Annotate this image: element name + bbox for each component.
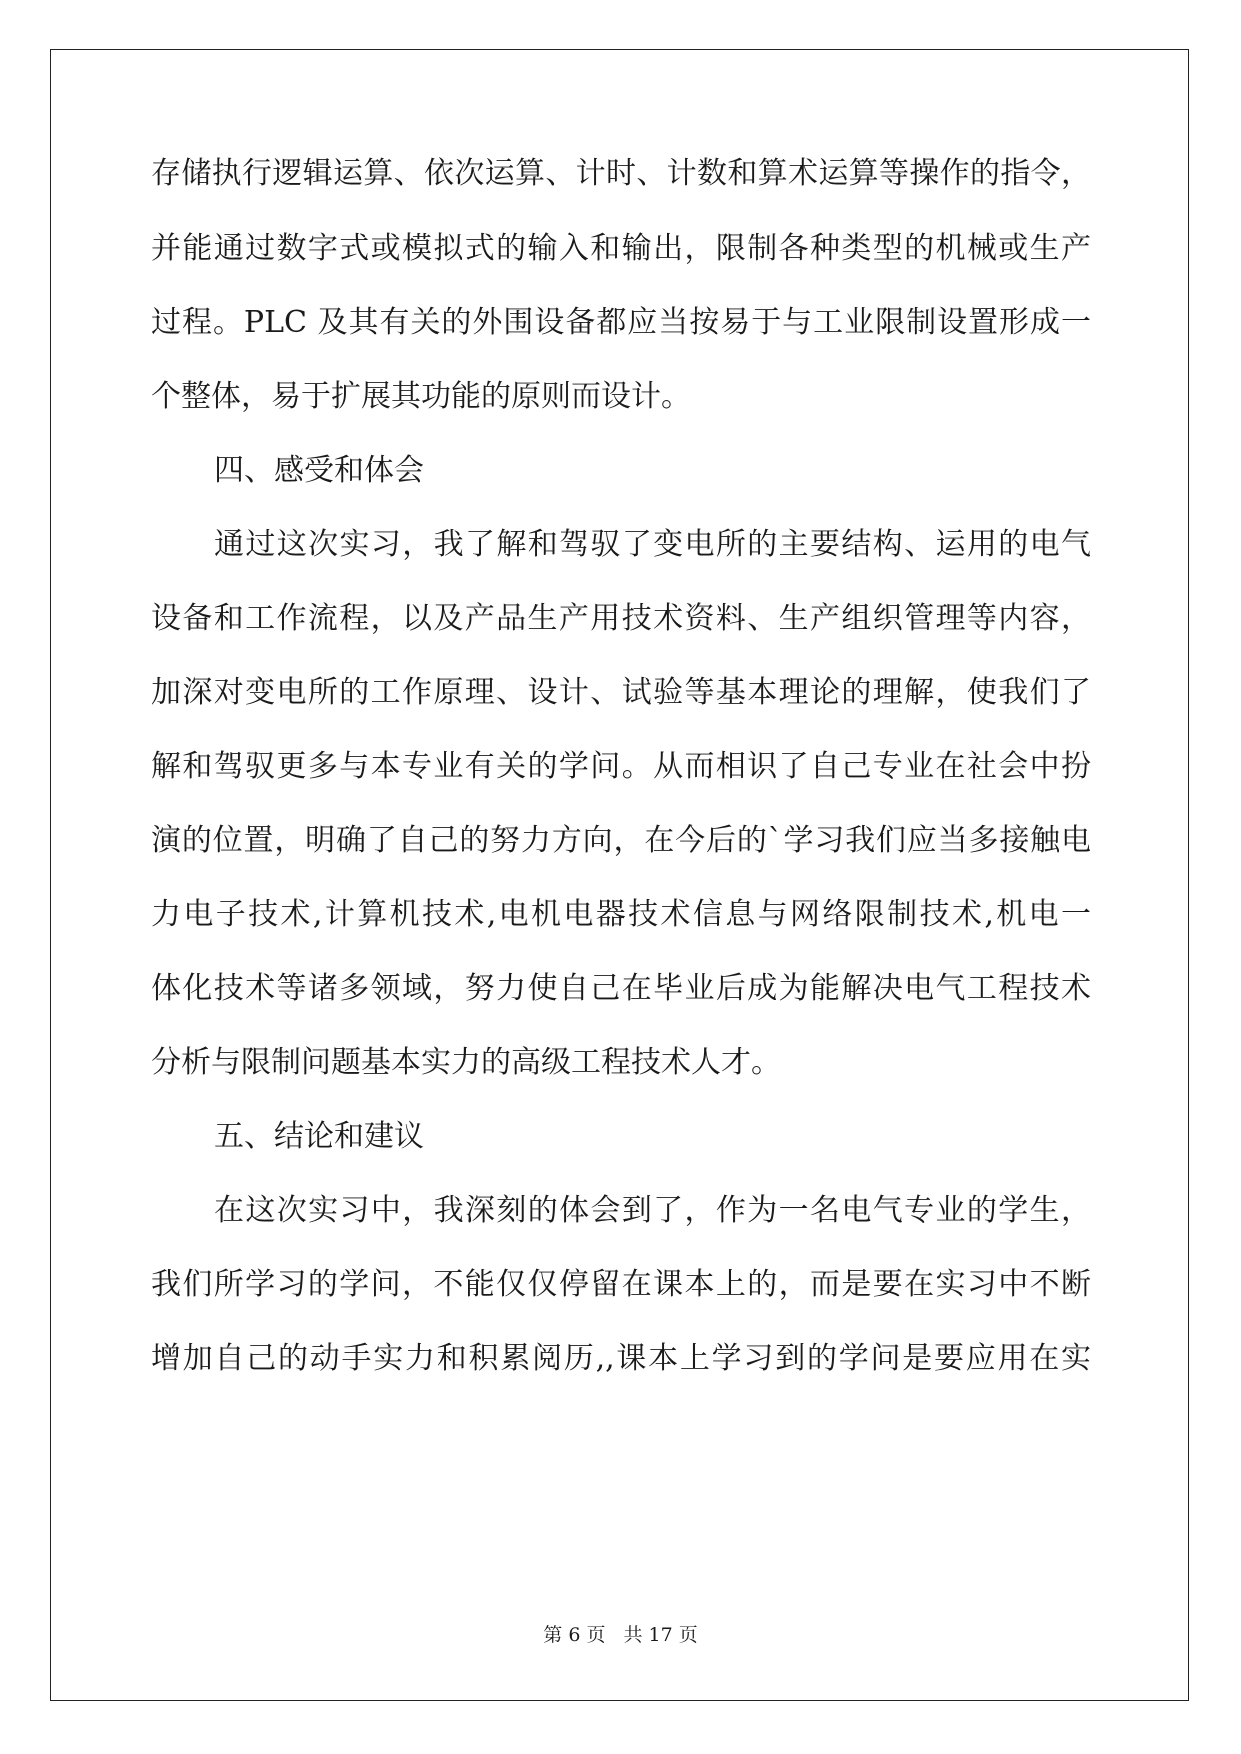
paragraph-line: 通过这次实习，我了解和驾驭了变电所的主要结构、运用的电气 bbox=[214, 527, 1091, 562]
paragraph-line: 我们所学习的学问，不能仅仅停留在课本上的，而是要在实习中不断 bbox=[151, 1267, 1091, 1302]
paragraph-line: 力电子技术,计算机技术,电机电器技术信息与网络限制技术,机电一 bbox=[151, 897, 1091, 932]
page-footer bbox=[0, 1623, 1241, 1647]
page-total: 共 17 页 bbox=[623, 1624, 698, 1646]
paragraph-line: 个整体，易于扩展其功能的原则而设计。 bbox=[151, 379, 691, 414]
section-heading: 五、结论和建议 bbox=[214, 1119, 424, 1154]
page-border bbox=[50, 49, 1189, 1701]
section-heading: 四、感受和体会 bbox=[214, 453, 424, 488]
paragraph-line: 解和驾驭更多与本专业有关的学问。从而相识了自己专业在社会中扮 bbox=[151, 749, 1091, 784]
paragraph-line: 演的位置，明确了自己的努力方向，在今后的`学习我们应当多接触电 bbox=[151, 823, 1091, 858]
paragraph-line: 存储执行逻辑运算、依次运算、计时、计数和算术运算等操作的指令， bbox=[151, 156, 1091, 191]
paragraph-line: 加深对变电所的工作原理、设计、试验等基本理论的理解，使我们了 bbox=[151, 675, 1091, 710]
paragraph-line: 在这次实习中，我深刻的体会到了，作为一名电气专业的学生， bbox=[214, 1193, 1091, 1228]
paragraph-line: 分析与限制问题基本实力的高级工程技术人才。 bbox=[151, 1045, 781, 1080]
paragraph-line: 设备和工作流程，以及产品生产用技术资料、生产组织管理等内容， bbox=[151, 601, 1091, 636]
paragraph-line: 并能通过数字式或模拟式的输入和输出，限制各种类型的机械或生产 bbox=[151, 231, 1091, 266]
page-number: 第 6 页 bbox=[543, 1624, 606, 1646]
paragraph-line: 过程。PLC 及其有关的外围设备都应当按易于与工业限制设置形成一 bbox=[151, 305, 1091, 340]
paragraph-line: 体化技术等诸多领域，努力使自己在毕业后成为能解决电气工程技术 bbox=[151, 971, 1091, 1006]
paragraph-line: 增加自己的动手实力和积累阅历,,课本上学习到的学问是要应用在实 bbox=[151, 1341, 1091, 1376]
